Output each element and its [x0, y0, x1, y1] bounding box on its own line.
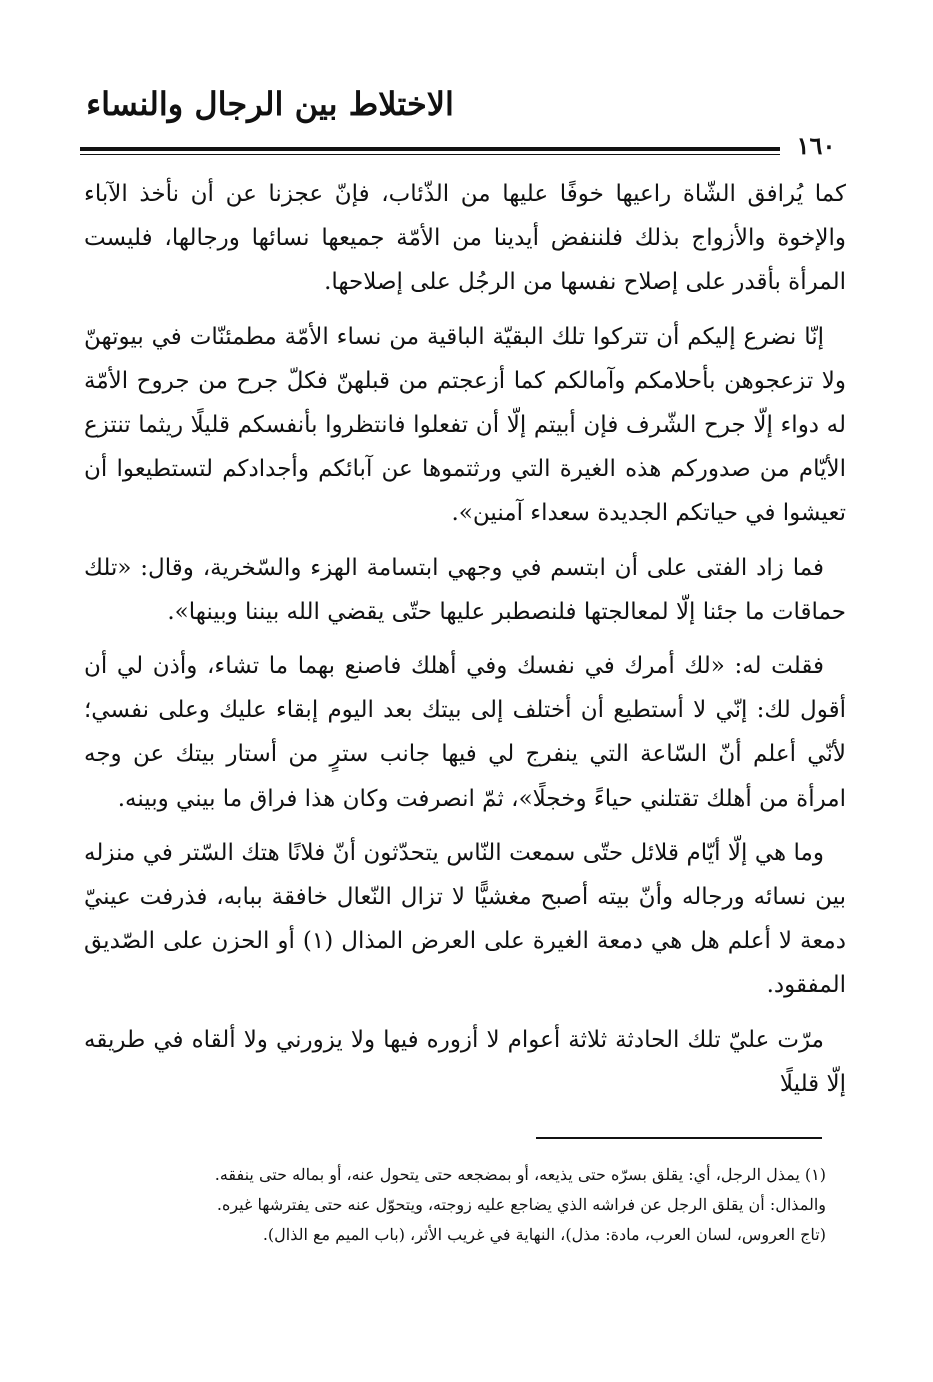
paragraph: وما هي إلّا أيّام قلائل حتّى سمعت النّاس يتحدّثون أنّ فلانًا هتك السّتر في منزله بين نسائه ورجاله وأنّ بيته أصبح مغشيًّا لا تزال النّعال خافقة ببابه، فذرفت عينيّ دمعة لا أعلم هل هي دمعة الغيرة على العرض المذال (١) أو الحزن على الصّديق المفقود. — [84, 839, 846, 999]
footnote-line: (تاج العروس، لسان العرب، مادة: مذل)، النهاية في غريب الأثر، (باب الميم مع الذال). — [262, 1225, 826, 1244]
paragraph: إنّا نضرع إليكم أن تتركوا تلك البقيّة الباقية من نساء الأمّة مطمئنّات في بيوتهنّ ولا تزعجوهن بأحلامكم وآمالكم كما أزعجتم من قبلهنّ فكلّ جرح من جروح الأمّة له دواء إلّا جرح الشّرف فإن أبيتم إلّا أن تفعلوا فانتظروا بأنفسكم قليلًا ريثما تنتزع الأيّام من صدوركم هذه الغيرة التي ورثتموها عن آبائكم وأجدادكم لتستطيعوا أن تعيشوا في حياتكم الجديدة سعداء آمنين». — [84, 323, 846, 527]
header-rule-thin — [80, 154, 780, 155]
footnotes — [150, 1160, 826, 1250]
footnote-separator — [536, 1137, 822, 1139]
paragraph: فما زاد الفتى على أن ابتسم في وجهي ابتسامة الهزء والسّخرية، وقال: «تلك حماقات ما جئنا إلّا لمعالجتها فلنصطبر عليها حتّى يقضي الله بيننا وبينها». — [84, 554, 846, 625]
running-title: الاختلاط بين الرجال والنساء — [86, 85, 454, 123]
page-number: ١٦٠ — [796, 131, 836, 160]
paragraph: مرّت عليّ تلك الحادثة ثلاثة أعوام لا أزوره فيها ولا يزورني ولا ألقاه في طريقه إلّا قليلًا — [84, 1026, 846, 1097]
footnote-line: والمذال: أن يقلق الرجل عن فراشه الذي يضاجع عليه زوجته، ويتحوّل عنه حتى يفترشها غيره. — [216, 1195, 826, 1214]
footnote-line: (١) يمذل الرجل، أي: يقلق بسرّه حتى يذيعه، أو بمضجعه حتى يتحول عنه، أو بماله حتى ينفقه. — [214, 1165, 826, 1184]
body-text — [84, 172, 846, 1116]
paragraph: كما يُرافق الشّاة راعيها خوفًا عليها من الذّئاب، فإنّ عجزنا عن أن نأخذ الآباء والإخوة والأزواج بذلك فلننفض أيدينا من الأمّة جميعها نسائها ورجالها، فليست المرأة بأقدر على إصلاح نفسها من الرجُل على إصلاحها. — [84, 181, 846, 296]
paragraph: فقلت له: «لك أمرك في نفسك وفي أهلك فاصنع بهما ما تشاء، وأذن لي أن أقول لك: إنّي لا أستطيع أن أختلف إلى بيتك بعد اليوم إبقاء عليك وعلى نفسي؛ لأنّي أعلم أنّ السّاعة التي ينفرج لي فيها جانب سترٍ من أستار بيتك عن وجه امرأة من أهلك تقتلني حياءً وخجلًا»، ثمّ انصرفت وكان هذا فراق ما بيني وبينه. — [84, 653, 846, 812]
header-rule — [80, 147, 780, 151]
